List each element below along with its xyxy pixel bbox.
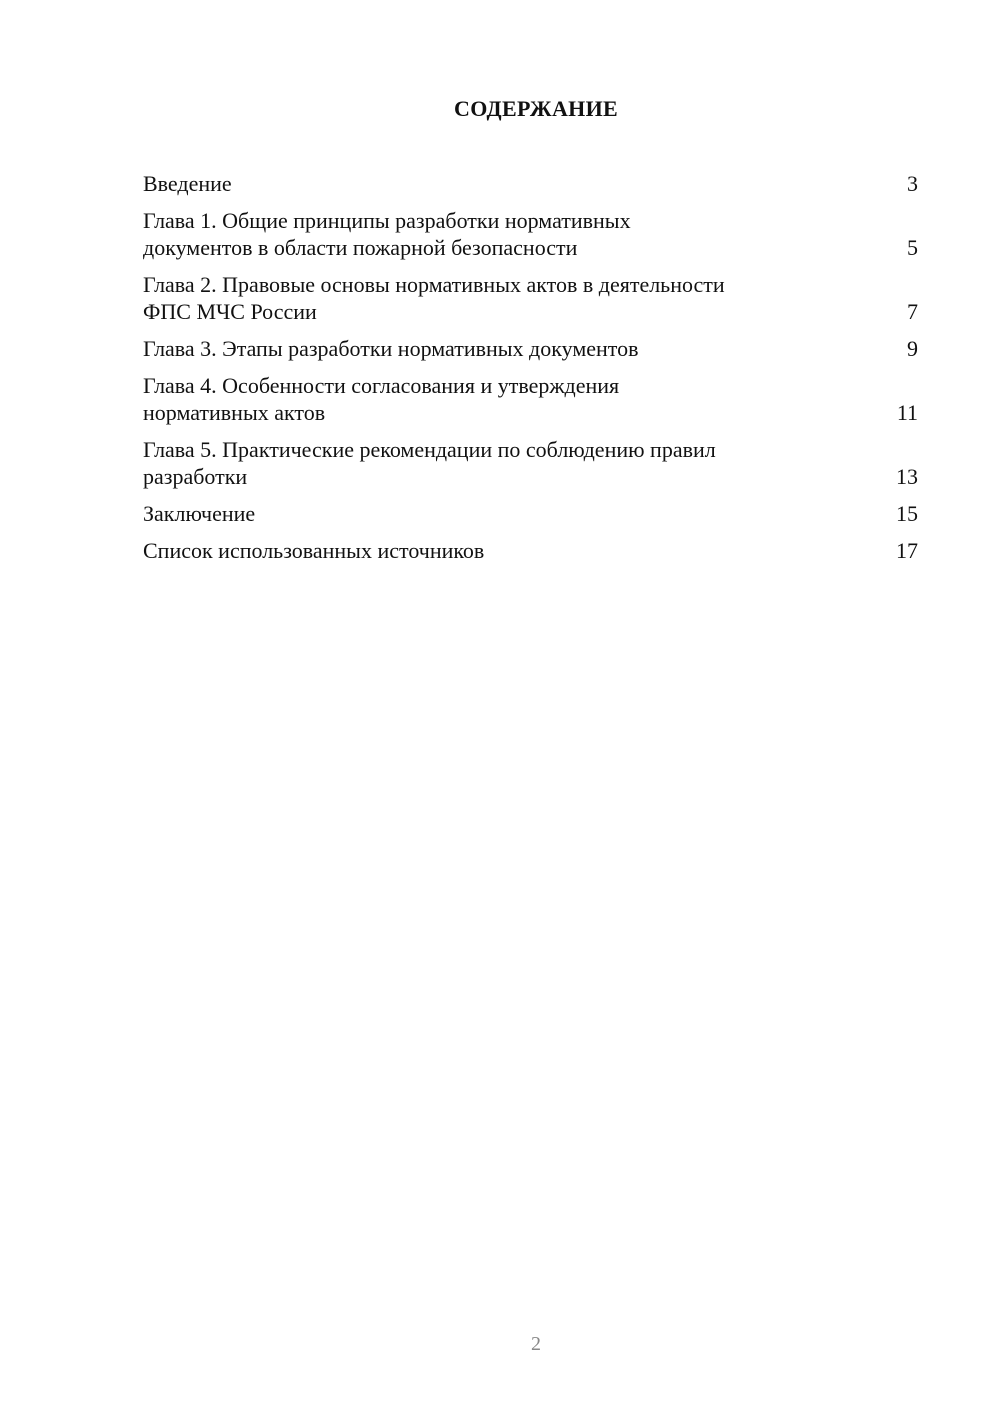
toc-entry-page: 15 [896, 501, 918, 526]
toc-entry-label: Введение [143, 171, 232, 196]
toc-entry-page: 17 [896, 538, 918, 563]
toc-entry-introduction[interactable] [143, 170, 918, 197]
toc-entry-page: 11 [896, 400, 918, 425]
toc-entry-label: Список использованных источников [143, 538, 485, 563]
toc-entry-label: Глава 3. Этапы разработки нормативных документов [143, 336, 639, 361]
toc-entry-chapter-1[interactable] [143, 207, 918, 261]
toc-entry-references[interactable] [143, 537, 918, 564]
toc-entry-page: 9 [907, 336, 918, 361]
toc-entry-label: Глава 4. Особенности согласования и утверждения нормативных актов [143, 373, 620, 425]
toc-entry-page: 5 [907, 235, 918, 260]
toc-entry-label: Заключение [143, 501, 256, 526]
page-number: 2 [531, 1333, 541, 1355]
toc-entry-chapter-3[interactable] [143, 335, 918, 362]
page-title: СОДЕРЖАНИЕ [454, 96, 618, 121]
toc-entry-chapter-4[interactable] [143, 372, 918, 426]
toc-entry-page: 13 [896, 464, 918, 489]
toc-entry-page: 7 [907, 299, 918, 324]
toc-entry-chapter-2[interactable] [143, 271, 918, 325]
toc-entry-page: 3 [907, 171, 918, 196]
toc-entry-label: Глава 2. Правовые основы нормативных актов в деятельности ФПС МЧС России [143, 272, 725, 324]
toc-entry-label: Глава 1. Общие принципы разработки нормативных документов в области пожарной безопасности [143, 208, 631, 260]
toc-entry-chapter-5[interactable] [143, 436, 918, 490]
table-of-contents [143, 170, 918, 574]
toc-entry-conclusion[interactable] [143, 500, 918, 527]
toc-entry-label: Глава 5. Практические рекомендации по соблюдению правил разработки [143, 437, 716, 489]
